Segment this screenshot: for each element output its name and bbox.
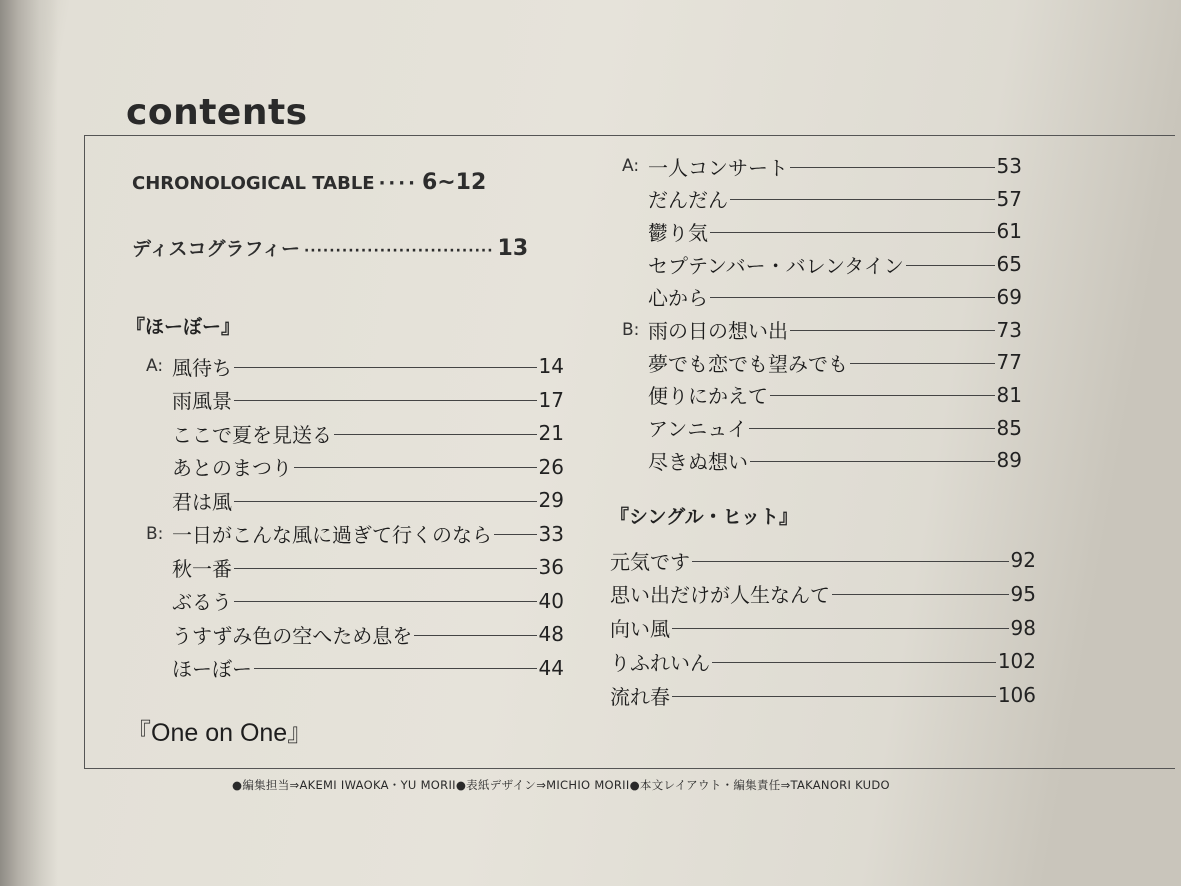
- track-title: アンニュイ: [648, 417, 748, 442]
- album-title-singles: 『シングル・ヒット』: [610, 506, 799, 528]
- page-number: 89: [996, 448, 1022, 473]
- page-number: 106: [997, 683, 1036, 708]
- toc-row: [622, 185, 1022, 213]
- page-number: 40: [538, 588, 564, 613]
- toc-row: [146, 453, 564, 481]
- page-number: 21: [538, 421, 564, 445]
- toc-row: [146, 386, 564, 414]
- toc-row: [610, 614, 1036, 642]
- leader-line: [712, 662, 996, 663]
- track-title: りふれいん: [610, 650, 710, 675]
- leader-dots: ····: [378, 173, 418, 194]
- track-title: 便りにかえて: [648, 384, 768, 409]
- page-number: 14: [538, 354, 564, 378]
- toc-row: [610, 580, 1036, 608]
- toc-row: [610, 546, 1036, 574]
- page-number: 81: [996, 382, 1022, 407]
- track-title: 風待ち: [172, 355, 232, 380]
- discography-entry: [132, 234, 528, 261]
- credit-layout-name: TAKANORI KUDO: [790, 778, 890, 792]
- track-title: 流れ春: [610, 684, 670, 709]
- page-title: contents: [126, 92, 308, 133]
- toc-row: [146, 419, 564, 447]
- track-title: ここで夏を見送る: [172, 422, 332, 447]
- leader-line: [672, 628, 1009, 629]
- toc-row: [622, 217, 1022, 245]
- page-number: 53: [996, 154, 1022, 178]
- credits-line: ●編集担当⇒AKEMI IWAOKA・YU MORII●表紙デザイン⇒MICHIO MORII●本文レイアウト・編集責任⇒TAKANORI KUDO: [232, 778, 890, 792]
- track-title: ほーぼー: [172, 657, 252, 681]
- track-title: あとのまつり: [172, 456, 292, 480]
- side-label: A:: [622, 156, 640, 176]
- credit-editor-label: ●編集担当: [232, 778, 290, 792]
- track-title: 思い出だけが人生なんて: [610, 583, 830, 608]
- track-title: 心から: [648, 286, 708, 311]
- leader-line: [770, 395, 995, 396]
- page-binding-shadow: [0, 0, 58, 886]
- toc-row: [622, 414, 1022, 442]
- leader-line: [254, 668, 537, 669]
- page-number: 36: [538, 555, 564, 579]
- side-label: A:: [146, 356, 164, 376]
- toc-row: [622, 152, 1022, 180]
- toc-row: [146, 520, 564, 548]
- page-number: 57: [996, 186, 1022, 211]
- leader-line: [710, 232, 995, 233]
- side-label: B:: [146, 523, 164, 544]
- page-number: 102: [997, 649, 1036, 674]
- toc-row: [146, 654, 564, 682]
- leader-line: [234, 367, 537, 368]
- leader-line: [790, 330, 995, 331]
- page-number: 26: [538, 454, 564, 479]
- album-title-one-on-one: 『One on One』: [126, 719, 313, 747]
- page-number: 69: [996, 284, 1022, 309]
- leader-line: [790, 167, 995, 168]
- toc-row: [622, 446, 1022, 474]
- credit-editor-names: AKEMI IWAOKA・YU MORII: [299, 778, 456, 792]
- toc-row: [146, 587, 564, 615]
- page-number: 92: [1010, 548, 1036, 572]
- leader-line: [494, 534, 537, 535]
- leader-line: [692, 561, 1009, 562]
- leader-line: [832, 594, 1009, 595]
- page-number: 73: [996, 317, 1022, 342]
- toc-row: [622, 250, 1022, 278]
- page-number: 29: [538, 488, 564, 512]
- leader-line: [710, 297, 995, 298]
- page-number: 95: [1010, 581, 1036, 606]
- leader-line: [730, 199, 995, 200]
- toc-row: [146, 553, 564, 581]
- chronological-table-label: CHRONOLOGICAL TABLE: [132, 173, 375, 194]
- track-title: 雨風景: [172, 389, 232, 413]
- discography-label: ディスコグラフィー: [132, 238, 300, 260]
- leader-line: [850, 363, 995, 364]
- track-title: 一人コンサート: [648, 155, 788, 180]
- page-number: 98: [1010, 615, 1036, 640]
- credit-layout-label: ●本文レイアウト・編集責任: [629, 778, 781, 792]
- leader-line: [234, 400, 537, 401]
- track-title: ぶるう: [172, 590, 232, 614]
- page-number: 85: [996, 415, 1022, 440]
- leader-line: [750, 461, 995, 462]
- track-title: 元気です: [610, 549, 690, 574]
- toc-row: [622, 381, 1022, 409]
- page-number: 17: [538, 387, 564, 412]
- side-label: B:: [622, 319, 640, 340]
- toc-row: [622, 283, 1022, 311]
- leader-line: [672, 696, 996, 697]
- page-number: 61: [996, 219, 1022, 244]
- toc-row: [146, 486, 564, 514]
- track-title: だんだん: [648, 188, 728, 213]
- album-title-hobo: 『ほーぼー』: [126, 316, 241, 338]
- page-number: 44: [538, 655, 564, 680]
- toc-row: [622, 316, 1022, 344]
- page-number: 33: [538, 521, 564, 546]
- track-title: うすずみ色の空へため息を: [172, 623, 413, 648]
- leader-line: [334, 434, 537, 435]
- leader-line: [749, 428, 994, 429]
- leader-line: [414, 635, 536, 636]
- leader-dots: ······························: [303, 243, 494, 259]
- page-number: 65: [996, 252, 1022, 277]
- track-title: セプテンバー・バレンタイン: [648, 253, 904, 278]
- track-title: 雨の日の想い出: [648, 319, 788, 343]
- track-title: 鬱り気: [648, 220, 708, 245]
- discography-pages: 13: [497, 236, 529, 261]
- toc-row: [146, 352, 564, 380]
- toc-row: [610, 647, 1036, 675]
- leader-line: [294, 467, 537, 468]
- toc-row: [610, 681, 1036, 709]
- track-title: 秋一番: [172, 556, 232, 581]
- toc-row: [146, 620, 564, 648]
- track-title: 向い風: [610, 617, 670, 642]
- chronological-table-pages: 6~12: [421, 170, 487, 195]
- track-title: 尽きぬ想い: [648, 449, 748, 474]
- track-title: 一日がこんな風に過ぎて行くのなら: [172, 523, 492, 547]
- chronological-table-entry: [132, 170, 486, 195]
- page-number: 77: [996, 350, 1022, 375]
- leader-line: [234, 601, 537, 602]
- leader-line: [906, 265, 995, 266]
- toc-row: [622, 348, 1022, 376]
- leader-line: [234, 568, 537, 569]
- leader-line: [234, 501, 537, 502]
- track-title: 君は風: [172, 489, 232, 514]
- page-number: 48: [538, 622, 564, 646]
- track-title: 夢でも恋でも望みでも: [648, 351, 848, 376]
- credit-cover-name: MICHIO MORII: [546, 778, 630, 792]
- credit-cover-label: ●表紙デザイン: [455, 778, 537, 792]
